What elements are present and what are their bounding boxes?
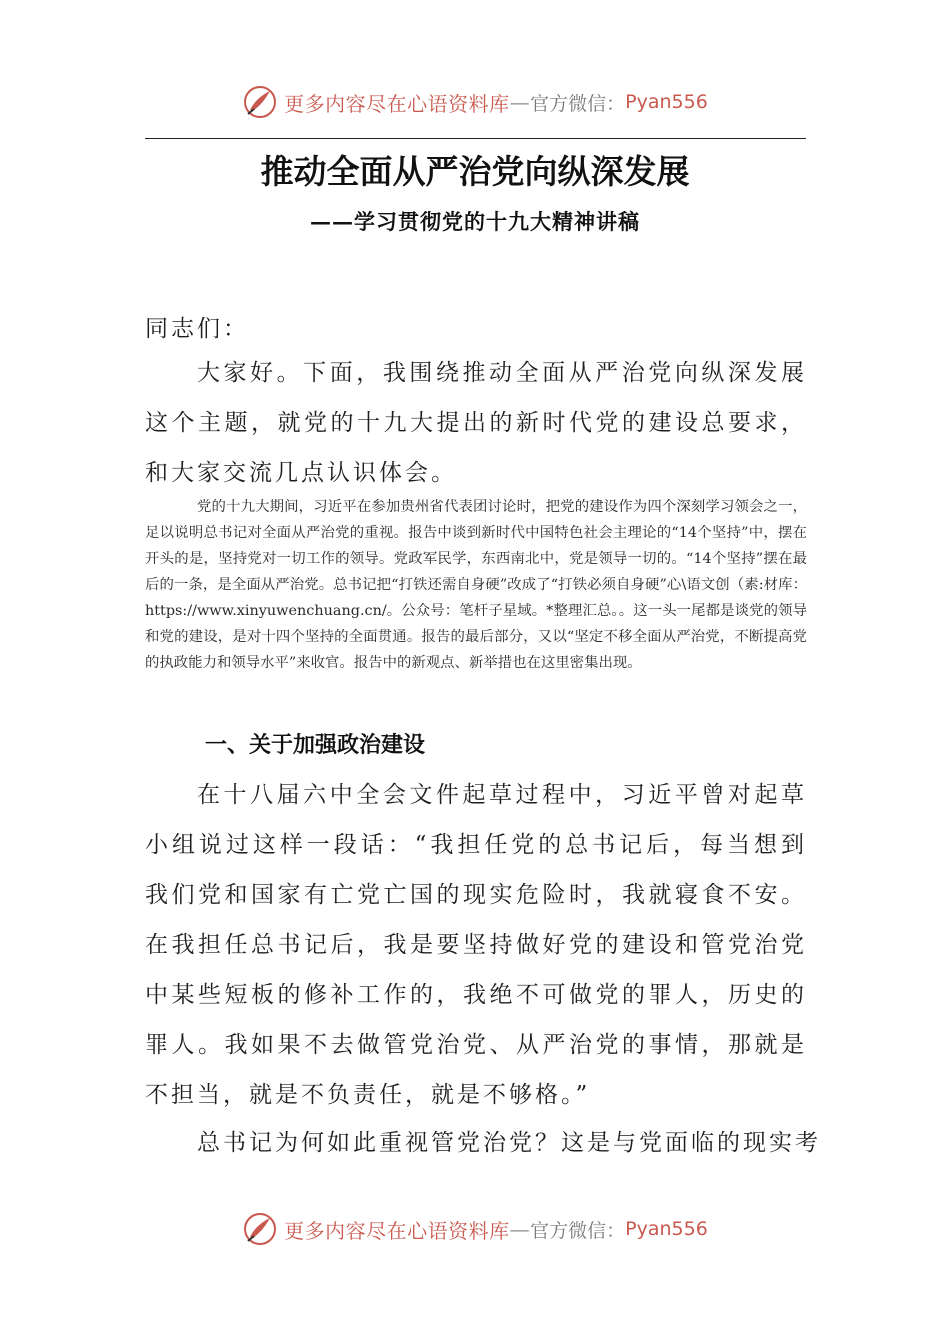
document-subtitle: ——学习贯彻党的十九大精神讲稿 [310,209,640,234]
banner-label: 官方微信： [530,1219,626,1242]
footer-banner [0,1209,950,1249]
banner-separator: — [509,90,531,114]
paragraph-small-body: 党的十九大期间，习近平在参加贵州省代表团讨论时，把党的建设作为四个深刻学习领会之一，足以说明总书记对全面从严治党的重视。报告中谈到新时代中国特色社会主理论的“14个坚持”中，摆在开头的是，坚持党对一切工作的领导。党政军民学，东西南北中，党是领导一切的。“14个坚持”摆在最后的一条，是全面从严治党。总书记把“打铁还需自身硬”改成了“打铁必须自身硬”心\语文创（素:材库：https://www.xinyuwenchuang.cn/。公众号：笔杆子星域。*整理汇总。。这一头一尾都是谈党的领导和党的建设，是对十四个坚持的全面贯通。报告的最后部分，又以“坚定不移全面从严治党，不断提高党的执政能力和领导水平”来收官。报告中的新观点、新举措也在这里密集出现。 [145,499,807,671]
paragraph-intro: 大家好。下面，我围绕推动全面从严治党向纵深发展这个主题，就党的十九大提出的新时代党的建设总要求，和大家交流几点认识体会。 [145,360,807,486]
header-banner [0,82,950,122]
header-divider [145,138,806,139]
banner-wechat-id: Pyan556 [625,1218,708,1240]
section-heading: 一、关于加强政治建设 [205,733,426,758]
banner-separator: — [509,1217,531,1241]
pen-logo-icon [242,1211,278,1247]
salutation: 同志们： [145,316,249,342]
banner-label: 官方微信： [530,92,626,115]
document-title: 推动全面从严治党向纵深发展 [260,152,690,191]
pen-logo-icon [242,84,278,120]
banner-text: 更多内容尽在心语资料库 [284,91,510,116]
paragraph-quote: 在十八届六中全会文件起草过程中，习近平曾对起草小组说过这样一段话：“我担任党的总书记后，每当想到我们党和国家有亡党亡国的现实危险时，我就寝食不安。在我担任总书记后，我是要坚持做好党的建设和管党治党中某些短板的修补工作的，我绝不可做党的罪人，历史的罪人。我如果不去做管党治党、从严治党的事情，那就是不担当，就是不负责任，就是不够格。” [145,782,807,1108]
paragraph-continued: 总书记为何如此重视管党治党？这是与党面临的现实考 [197,1130,821,1156]
banner-wechat-id: Pyan556 [625,91,708,113]
banner-text: 更多内容尽在心语资料库 [284,1218,510,1243]
